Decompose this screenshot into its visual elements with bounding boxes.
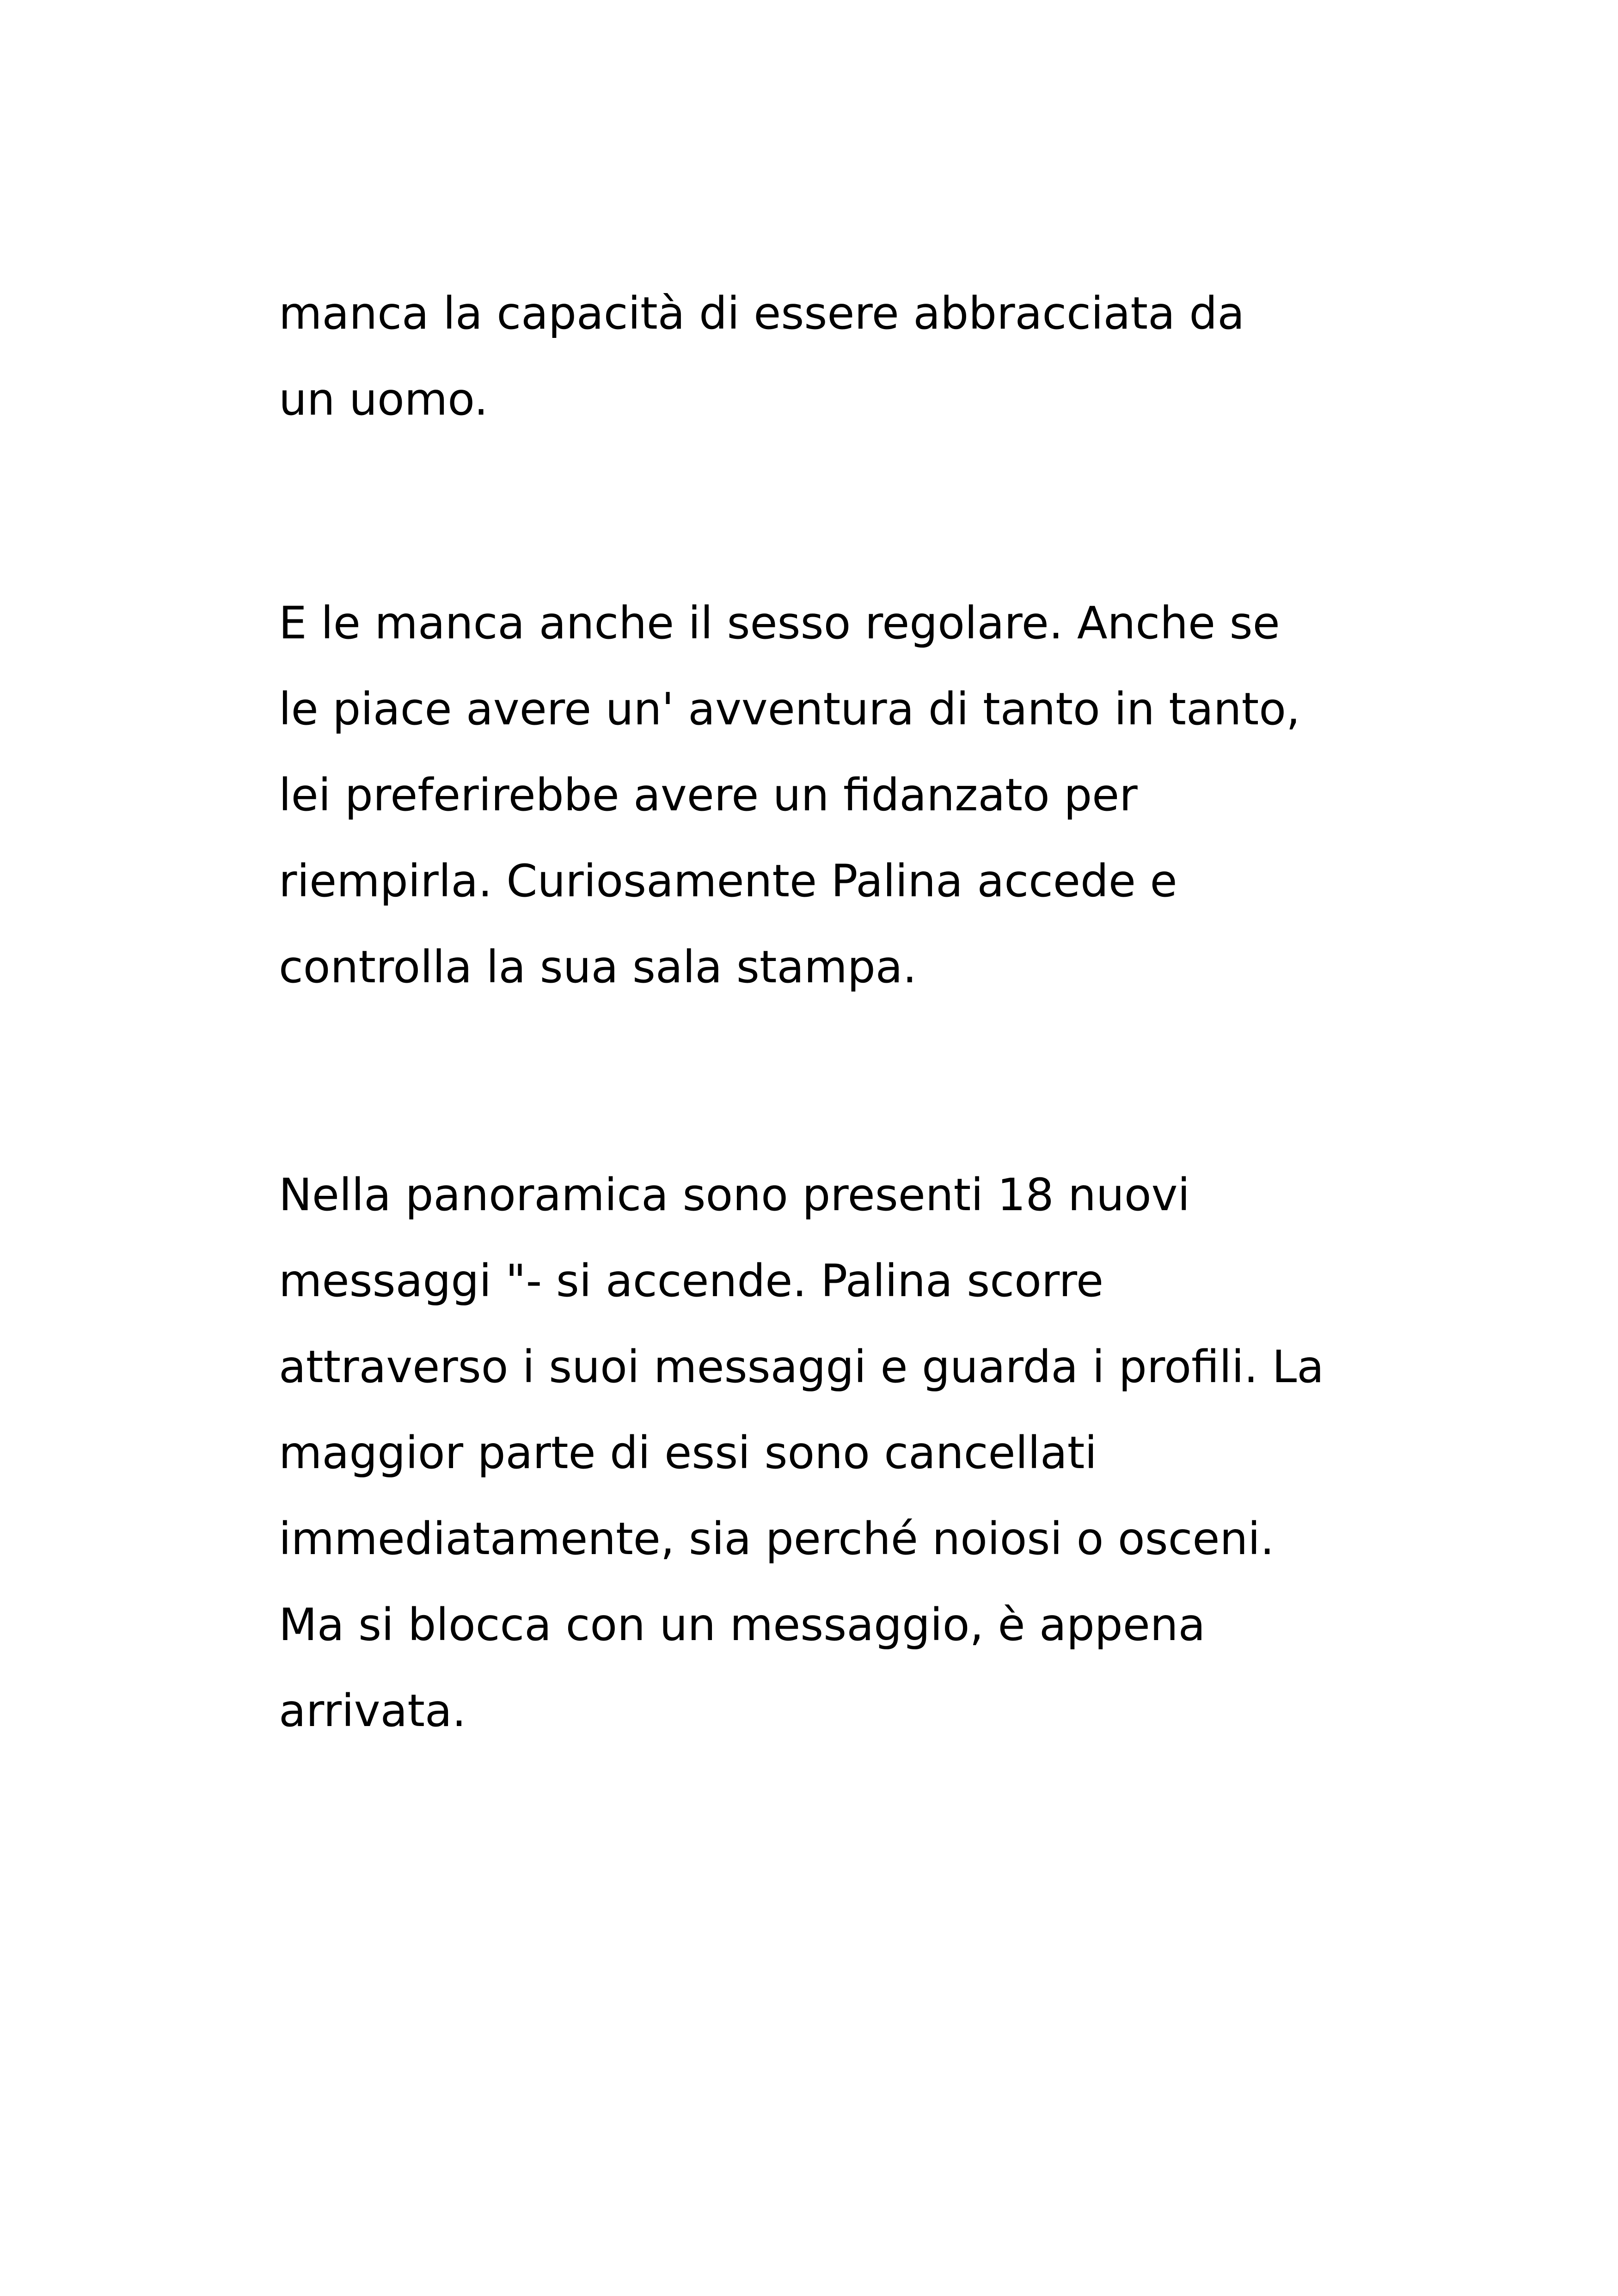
paragraph-line: messaggi "- si accende. Palina scorre (279, 1255, 1104, 1307)
paragraph-1 (279, 270, 1388, 442)
paragraph-line: le piace avere un' avventura di tanto in tanto, (279, 683, 1300, 735)
paragraph-line: manca la capacità di essere abbracciata da (279, 288, 1245, 339)
paragraph-line: Nella panoramica sono presenti 18 nuovi (279, 1169, 1190, 1221)
paragraph-2 (279, 580, 1388, 1010)
paragraph-line: lei preferirebbe avere un fidanzato per (279, 769, 1138, 821)
paragraph-line: E le manca anche il sesso regolare. Anche se (279, 597, 1280, 649)
paragraph-line: un uomo. (279, 373, 488, 425)
paragraph-line: Ma si blocca con un messaggio, è appena (279, 1599, 1206, 1651)
paragraph-line: arrivata. (279, 1685, 466, 1737)
paragraph-line: maggior parte di essi sono cancellati (279, 1427, 1097, 1479)
paragraph-line: riempirla. Curiosamente Palina accede e (279, 855, 1177, 907)
paragraph-3 (279, 1152, 1388, 1754)
paragraph-line: controlla la sua sala stampa. (279, 941, 917, 993)
paragraph-line: immediatamente, sia perché noiosi o osceni. (279, 1513, 1275, 1565)
paragraph-line: attraverso i suoi messaggi e guarda i profili. La (279, 1341, 1324, 1393)
